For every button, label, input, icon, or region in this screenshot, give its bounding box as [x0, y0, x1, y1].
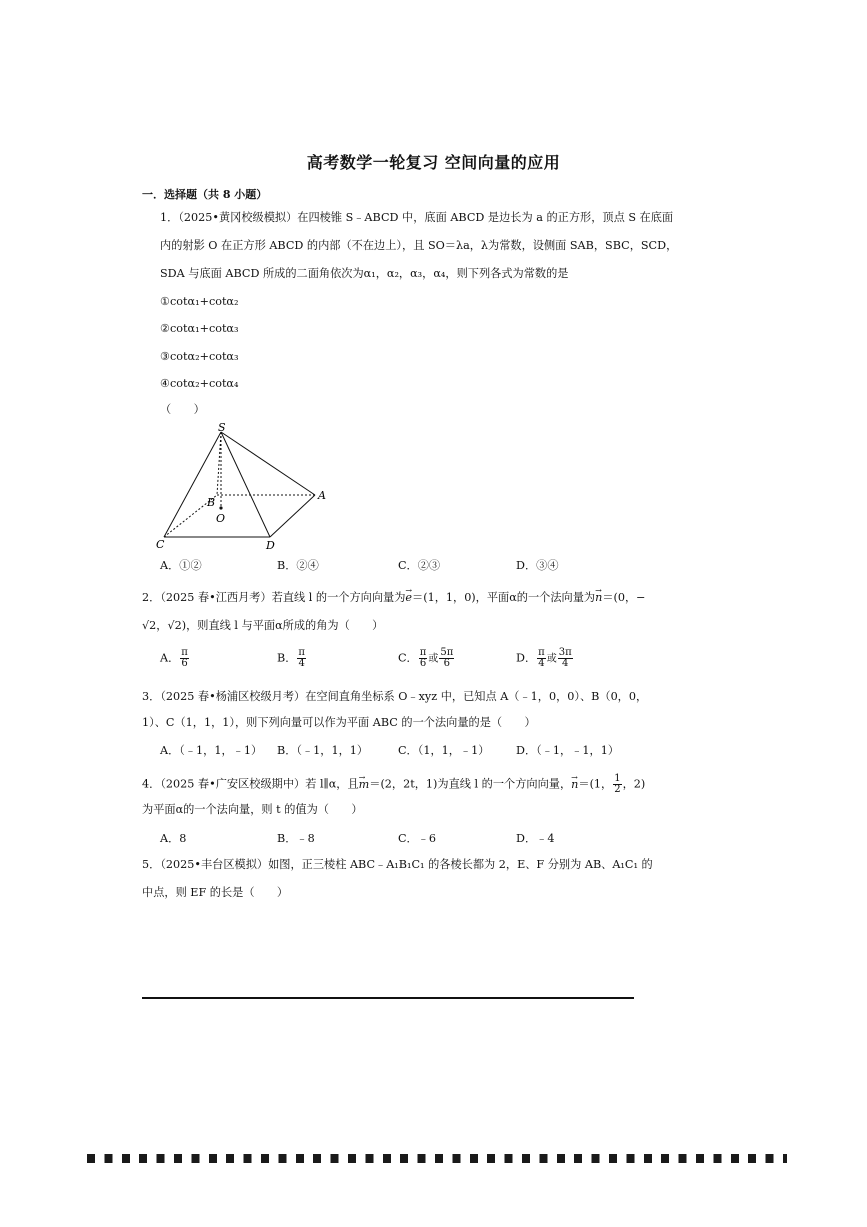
- label-d: D: [266, 539, 275, 552]
- q1-line-3: SDA 与底面 ABCD 所成的二面角依次为α₁，α₂，α₃，α₄，则下列各式为常数的是: [160, 267, 569, 280]
- vector-e: → e: [405, 591, 412, 605]
- pyramid-figure: [150, 420, 340, 555]
- q2-line-2: √2，√2)，则直线 l 与平面α所成的角为（ ）: [142, 619, 384, 632]
- q5-line-2: 中点，则 EF 的长是（ ）: [142, 886, 289, 899]
- label-o: O: [216, 512, 226, 525]
- q1-item-2: ②cotα₁+cotα₃: [160, 322, 239, 335]
- label-c: C: [156, 538, 165, 551]
- footer-dotted-border: [87, 1154, 787, 1163]
- q1-line-2: 内的射影 O 在正方形 ABCD 的内部（不在边上），且 SO＝λa，λ为常数，设侧面 SAB，SBC，SCD，: [160, 239, 678, 252]
- q4-option-d: D．﹣4: [516, 832, 555, 845]
- sqrt-2-a: 2，: [149, 619, 168, 632]
- vector-m: → m: [359, 778, 370, 792]
- footnote-rule: [142, 997, 634, 999]
- vector-n: → n: [595, 591, 602, 605]
- edge-sc: [164, 432, 221, 537]
- edge-da: [270, 495, 315, 537]
- q1-answer-paren: （ ）: [160, 403, 205, 416]
- q1-option-d: D．③④: [516, 559, 559, 572]
- vector-n: → n: [571, 778, 578, 792]
- q4-line-2: 为平面α的一个法向量，则 t 的值为（ ）: [142, 803, 363, 816]
- q1-option-a: A．①②: [160, 559, 202, 572]
- q4-option-a: A．8: [160, 832, 187, 845]
- q1-line-1: 1．（2025•黄冈校级模拟）在四棱锥 S﹣ABCD 中，底面 ABCD 是边长为 a 的正方形，顶点 S 在底面: [160, 211, 674, 224]
- q3-option-c: C．（1，1，﹣1）: [398, 744, 490, 757]
- q4-option-c: C．﹣6: [398, 832, 437, 845]
- q3-option-a: A．（﹣1，1，﹣1）: [160, 744, 263, 757]
- q5-line-1: 5．（2025•丰台区模拟）如图，正三棱柱 ABC﹣A₁B₁C₁ 的各棱长都为 2，E、F 分别为 AB、A₁C₁ 的: [142, 858, 653, 871]
- q4-option-b: B．﹣8: [277, 832, 315, 845]
- edge-sd: [221, 432, 270, 537]
- section-heading: 一．选择题（共 8 小题）: [142, 188, 268, 201]
- edge-sa: [221, 432, 315, 495]
- q3-line-2: 1）、C（1，1，1），则下列向量可以作为平面 ABC 的一个法向量的是（ ）: [142, 716, 536, 729]
- edge-sb-hidden: [217, 432, 221, 495]
- q1-item-1: ①cotα₁+cotα₂: [160, 295, 239, 308]
- q1-item-4: ④cotα₂+cotα₄: [160, 377, 239, 390]
- q3-line-1: 3．（2025 春•杨浦区校级月考）在空间直角坐标系 O﹣xyz 中，已知点 A（﹣1，0，0）、B（0，0，: [142, 690, 648, 703]
- q2-option-b: B． $\frac{\pi}{4}$: [277, 647, 305, 669]
- q2-option-d: D． $\frac{\pi}{4}$ 或 $\frac{3\pi}{4}$: [516, 647, 572, 669]
- q3-option-b: B．（﹣1，1，1）: [277, 744, 369, 757]
- q2-option-c: C． $\frac{\pi}{6}$ 或 $\frac{5\pi}{6}$: [398, 647, 454, 669]
- label-b: B: [207, 496, 216, 509]
- q1-item-3: ③cotα₂+cotα₃: [160, 350, 239, 363]
- q3-option-d: D．（﹣1，﹣1，1）: [516, 744, 620, 757]
- q4-line-1: 4．（2025 春•广安区校级期中）若 l∥α，且→ m＝(2，2t，1)为直线 l 的一个方向向量，→ n＝(1， $\frac{1}{2}$ ，2): [142, 774, 645, 795]
- page-title: 高考数学一轮复习 空间向量的应用: [306, 153, 561, 172]
- label-a: A: [318, 489, 326, 502]
- q1-option-c: C．②③: [398, 559, 441, 572]
- q2-line-1: 2．（2025 春•江西月考）若直线 l 的一个方向向量为→ e＝(1，1，0)，平面α的一个法向量为→ n＝(0，−: [142, 591, 646, 605]
- label-s: S: [218, 421, 226, 434]
- q1-option-b: B．②④: [277, 559, 319, 572]
- q2-option-a: A． $\frac{\pi}{6}$: [160, 647, 188, 669]
- point-o: [219, 506, 222, 509]
